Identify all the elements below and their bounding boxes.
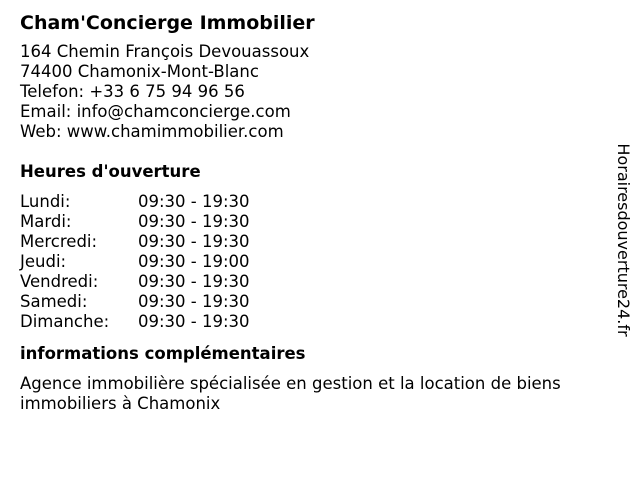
phone-line: Telefon: +33 6 75 94 96 56: [20, 82, 245, 101]
address-street: 164 Chemin François Devouassoux: [20, 42, 310, 61]
hours-heading: Heures d'ouverture: [20, 162, 201, 181]
email-line: Email: info@chamconcierge.com: [20, 102, 291, 121]
time-range: 09:30 - 19:30: [138, 272, 250, 291]
hours-row: [20, 292, 250, 312]
business-name: Cham'Concierge Immobilier: [20, 12, 315, 34]
web-line: Web: www.chamimmobilier.com: [20, 122, 284, 141]
hours-row: [20, 192, 250, 212]
info-description: Agence immobilière spécialisée en gestion et la location de biens immobiliers à Chamonix: [20, 374, 561, 413]
hours-row: [20, 272, 250, 292]
info-heading: informations complémentaires: [20, 344, 306, 363]
day-label: Samedi:: [20, 292, 88, 311]
address-city: 74400 Chamonix-Mont-Blanc: [20, 62, 259, 81]
time-range: 09:30 - 19:30: [138, 192, 250, 211]
hours-row: [20, 232, 250, 252]
day-label: Mardi:: [20, 212, 72, 231]
day-label: Dimanche:: [20, 312, 110, 331]
hours-row: [20, 252, 250, 272]
time-range: 09:30 - 19:30: [138, 292, 250, 311]
watermark-brand: Horairesdouverture24.fr: [614, 143, 633, 337]
day-label: Vendredi:: [20, 272, 99, 291]
opening-hours-table: [20, 192, 250, 332]
hours-row: [20, 212, 250, 232]
time-range: 09:30 - 19:00: [138, 252, 250, 271]
day-label: Jeudi:: [20, 252, 67, 271]
time-range: 09:30 - 19:30: [138, 232, 250, 251]
time-range: 09:30 - 19:30: [138, 212, 250, 231]
contact-block: [20, 42, 616, 142]
day-label: Lundi:: [20, 192, 71, 211]
business-card: [20, 10, 616, 414]
hours-row: [20, 312, 250, 332]
time-range: 09:30 - 19:30: [138, 312, 250, 331]
day-label: Mercredi:: [20, 232, 98, 251]
